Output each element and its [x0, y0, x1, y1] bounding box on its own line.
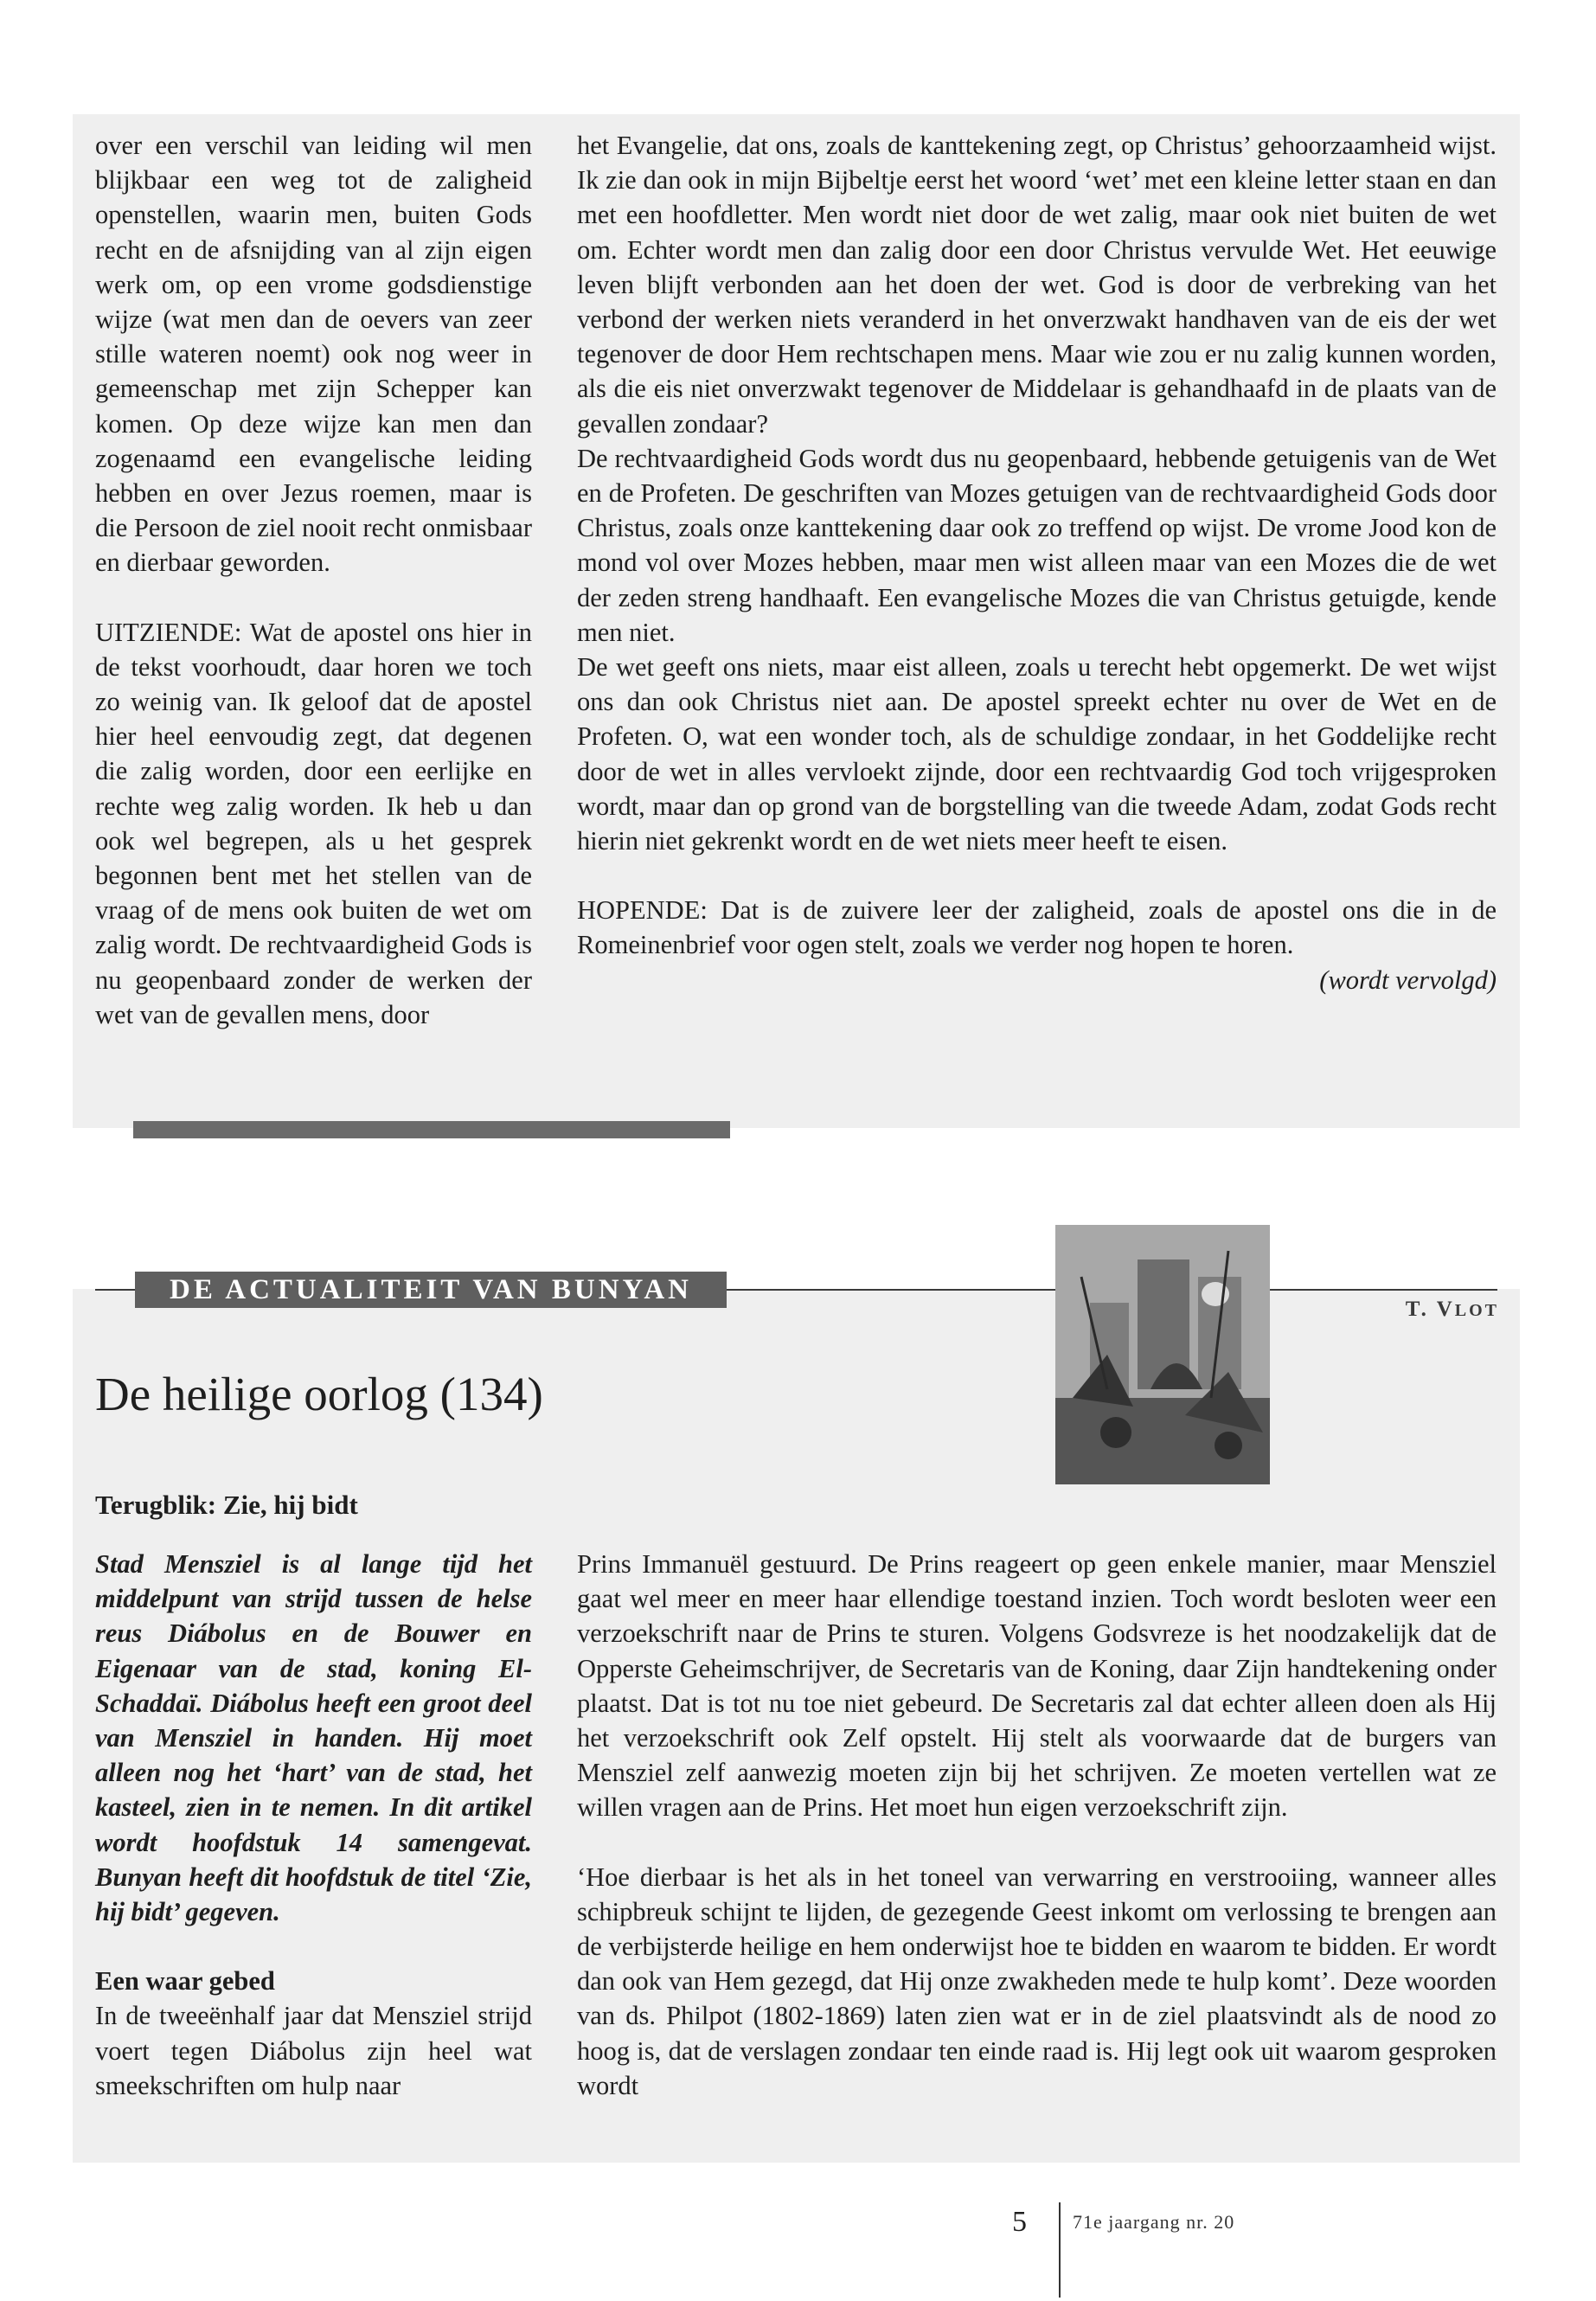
author-initial: T.: [1405, 1298, 1429, 1321]
castle-siege-engraving: [1055, 1225, 1270, 1484]
illustration-image: [1055, 1225, 1270, 1484]
article2-right-paragraph-1: Prins Immanuël gestuurd. De Prins reageert op geen enkele manier, maar Mensziel gaat wel meer en meer haar ellendige toestand inzien. Toch wordt besloten weer een verzoekschrift naar de Prins te sturen. Volgens Godsvreze is het noodzakelijk dat de Opperste Geheimschrijver, de Secretaris van de Koning, daar Zijn handtekening onder plaatst. Dat is tot nu toe niet gebeurd. De Secretaris zal dat echter alleen doen als Hij het verzoekschrift ook Zelf opstelt. Hij stelt als voorwaarde dat de burgers van Mensziel zelf aanwezig moeten zijn bij het schrijven. Ze moeten vertellen wat ze willen vragen aan de Prins. Het moet hun eigen verzoekschrift zijn.: [577, 1549, 1497, 1823]
article1-left-paragraph-2: UITZIENDE: Wat de apostel ons hier in de tekst voorhoudt, daar horen we toch zo weinig van. Ik geloof dat de apostel hier heel eenvoudig zegt, dat degenen die zalig worden, door een eerlijke en rechte weg zalig worden. Ik heb u dan ook wel begrepen, als u het gesprek begonnen bent met het stellen van de vraag of de mens ook buiten de wet om zalig wordt. De rechtvaardigheid Gods is nu geopenbaard zonder de werken der wet van de gevallen mens, door: [95, 617, 532, 1029]
article1-right-paragraph-3: De wet geeft ons niets, maar eist alleen, zoals u terecht hebt opgemerkt. De wet wijst ons dan ook Christus niet aan. De apostel spreekt echter nu over de Wet en de Profeten. O, wat een wonder toch, als de schuldige zondaar, in het Goddelijke recht door de wet in alles vervloekt zijnde, door een rechtvaardig God toch vrijgesproken wordt, maar dan op grond van de borgstelling van die tweede Adam, zodat Gods recht hierin niet gekrenkt wordt en de wet niets meer heeft te eisen.: [577, 652, 1497, 856]
article1-right-paragraph-4: HOPENDE: Dat is de zuivere leer der zaligheid, zoals de apostel ons die in de Romeinenbrief voor ogen stelt, zoals we verder nog hopen te horen.: [577, 895, 1497, 960]
article-title: De heilige oorlog (134): [95, 1368, 543, 1420]
author-surname-rest: LOT: [1454, 1301, 1499, 1320]
article2-right-column: [577, 1547, 1497, 2103]
article-intro: Stad Mensziel is al lange tijd het middelpunt van strijd tussen de helse reus Diábolus en de Bouwer en Eigenaar van de stad, koning El-Schaddaï. Diábolus heeft een groot deel van Mensziel in handen. Hij moet alleen nog het ‘hart’ van de stad, het kasteel, zien in te nemen. In dit artikel wordt hoofdstuk 14 samengevat. Bunyan heeft dit hoofdstuk de titel ‘Zie, hij bidt’ gegeven.: [95, 1549, 532, 1927]
header-rule-left: [95, 1289, 138, 1291]
article-end-bar: [133, 1121, 730, 1138]
article2-left-body: In de tweeënhalf jaar dat Mensziel strijd voert tegen Diábolus zijn heel wat smeekschriften om hulp naar: [95, 2001, 532, 2100]
continued-note: (wordt vervolgd): [1319, 965, 1497, 995]
footer-separator: [1059, 2202, 1061, 2298]
header-rule-far-right: [1270, 1289, 1497, 1291]
issue-label: 71e jaargang nr. 20: [1073, 2211, 1235, 2233]
section-label: DE ACTUALITEIT VAN BUNYAN: [135, 1272, 727, 1308]
article1-right-paragraph-2: De rechtvaardigheid Gods wordt dus nu geopenbaard, hebbende getuigenis van de Wet en de Profeten. De geschriften van Mozes getuigen van de rechtvaardigheid Gods door Christus, zoals onze kanttekening daar ook zo treffend op wijst. De vrome Jood kon de mond vol over Mozes hebben, maar men wist alleen maar van een Mozes die de wet der zeden streng handhaaft. Een evangelische Mozes die van Christus getuigde, kende men niet.: [577, 443, 1497, 647]
article1-right-paragraph-1: het Evangelie, dat ons, zoals de kanttekening zegt, op Christus’ gehoorzaamheid wijst. Ik zie dan ook in mijn Bijbeltje eerst het woord ‘wet’ met een kleine letter staan en dan met een hoofdletter. Men wordt niet door de wet zalig, maar ook niet buiten de wet om. Echter wordt men dan zalig door een door Christus vervulde Wet. Het eeuwige leven blijft verbonden aan het doen der wet. God is door de verbreking van het verbond der werken niets veranderd in het onverzwakt handhaven van de eis der wet tegenover de door Hem rechtschapen mens. Maar wie zou er nu zalig kunnen worden, als die eis niet onverzwakt tegenover de Middelaar is gehandhaafd in de plaats van de gevallen zondaar?: [577, 131, 1497, 439]
header-rule-right: [727, 1289, 1055, 1291]
article2-left-column: [95, 1547, 532, 2103]
section-heading: Een waar gebed: [95, 1966, 275, 1997]
article-subhead: Terugblik: Zie, hij bidt: [95, 1490, 358, 1520]
author-surname-initial: V: [1436, 1298, 1455, 1321]
article1-left-column: [95, 128, 532, 1032]
page-number: 5: [1012, 2206, 1027, 2238]
author-name: [1298, 1298, 1499, 1322]
article1-right-column: [577, 128, 1497, 997]
article1-left-paragraph-1: over een verschil van leiding wil men blijkbaar een weg tot de zaligheid openstellen, waarin men, buiten Gods recht en de afsnijding van al zijn eigen werk om, op een vrome godsdienstige wijze (wat men dan de oevers van zeer stille wateren noemt) ook nog weer in gemeenschap met zijn Schepper kan komen. Op deze wijze kan men dan zogenaamd een evangelische leiding hebben en over Jezus roemen, maar is die Persoon de ziel nooit recht onmisbaar en dierbaar geworden.: [95, 131, 532, 578]
article2-right-paragraph-2: ‘Hoe dierbaar is het als in het toneel van verwarring en verstrooiing, wanneer alles schipbreuk schijnt te lijden, de gezegende Geest inkomt om verlossing te brengen aan de verbijsterde heilige en hem onderwijst hoe te bidden en waarom te bidden. Er wordt dan ook van Hem gezegd, dat Hij onze zwakheden mede te hulp komt’. Deze woorden van ds. Philpot (1802-1869) laten zien wat er in de ziel plaatsvindt als de nood zo hoog is, dat de verslagen zondaar ten einde raad is. Hij legt ook uit waarom gesproken wordt: [577, 1862, 1497, 2100]
